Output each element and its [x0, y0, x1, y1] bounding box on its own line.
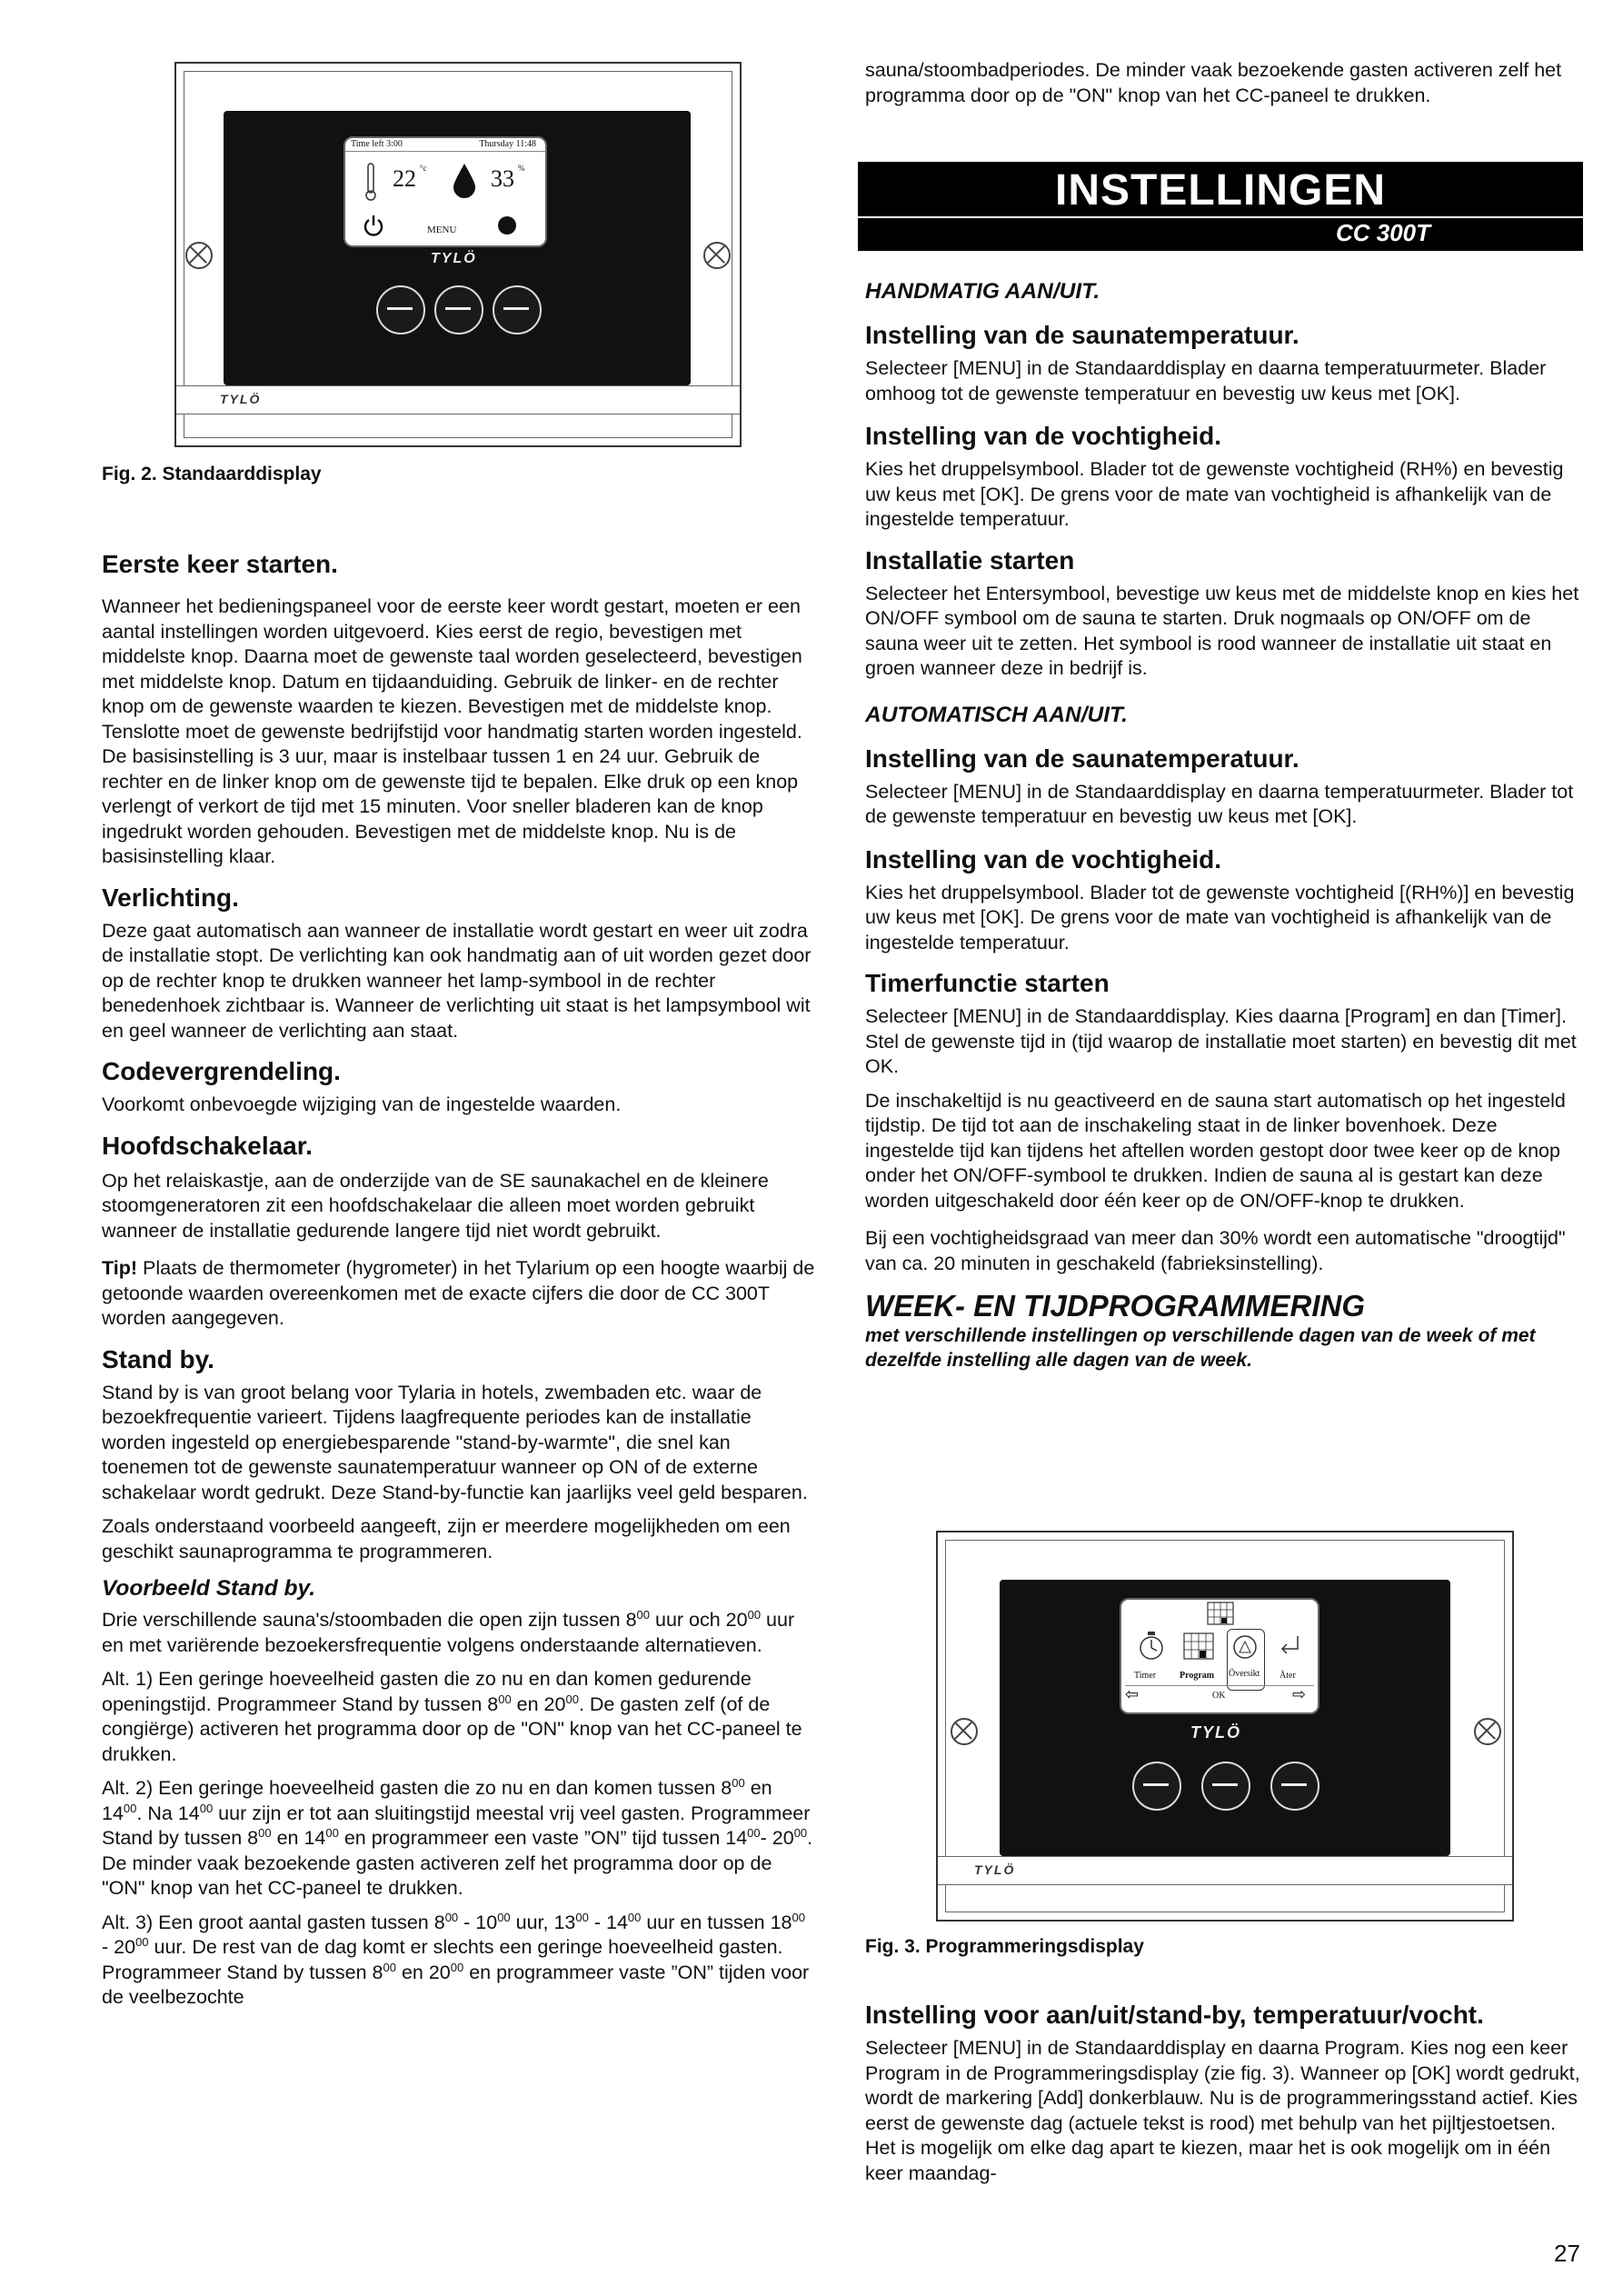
text-h-temp: Selecteer [MENU] in de Standaarddisplay en daarna temperatuurmeter. Blader omhoog tot de gewenste temperatuur en bevestig uw keus met [OK]. [865, 357, 1547, 404]
text-week-sub: met verschillende instellingen op verschillende dagen van de week of met dezelfde instelling alle dagen van de week. [865, 1325, 1536, 1371]
heading-installatie: Installatie starten [865, 545, 1075, 574]
text-intro: sauna/stoombadperiodes. De minder vaak bezoekende gasten activeren zelf het programma door op de "ON" knop van het CC-paneel te drukken. [865, 59, 1562, 106]
text-a-vocht: Kies het druppelsymbool. Blader tot de gewenste vochtigheid [(RH%)] en bevestig uw keus met [OK]. De grens voor de mate van vochtigheid is afhankelijk van de ingestelde temperatuur. [865, 881, 1575, 953]
heading-codevergrendeling: Codevergrendeling. [102, 1057, 341, 1085]
text-tip [102, 1256, 816, 1332]
heading-h-temp: Instelling van de saunatemperatuur. [865, 321, 1299, 349]
heading-prog: Instelling voor aan/uit/stand-by, temperatuur/vocht. [865, 2001, 1484, 2029]
middle-button [434, 285, 483, 334]
fig2-caption: Fig. 2. Standaarddisplay [102, 464, 322, 484]
text-timer-3: Bij een vochtigheidsgraad van meer dan 30% wordt een automatische "droogtijd" van ca. 20 minuten in geschakeld (fabrieksinstelling). [865, 1227, 1566, 1274]
heading-stand-by: Stand by. [102, 1344, 214, 1373]
lcd-menu: MENU [427, 225, 457, 235]
screw-right-icon [703, 242, 731, 269]
lcd-humidity-unit: % [518, 164, 525, 173]
figure-programmeringsdisplay [936, 1531, 1514, 1922]
section-title: INSTELLINGEN [1054, 166, 1386, 215]
text-codevergrendeling: Voorkomt onbevoegde wijziging van de ingestelde waarden. [102, 1093, 622, 1115]
heading-week: WEEK- EN TIJDPROGRAMMERING [865, 1289, 1366, 1323]
magnifier-icon [1230, 1632, 1260, 1662]
text-verlichting: Deze gaat automatisch aan wanneer de installatie wordt gestart en weer uit zodra de installatie stopt. De verlichting kan ook handmatig aan of uit worden gezet door op de rechter knop te drukken wanneer het lamp-symbool in de rechter benedenhoek zichtbaar is. Wanneer de verlichting uit staat is het lampsymbool wit en geel wanneer de verlichting aan staat. [102, 919, 812, 1042]
lcd-temp-unit: °c [420, 164, 427, 173]
screw-right-icon [1474, 1718, 1501, 1745]
text-drie: Drie verschillende sauna's/stoombaden die open zijn tussen $8^{00}$ uur och $20^{00}$ uur en met variërende bezoekersfrequentie volgens onderstaande alternatieven. [102, 1607, 795, 1656]
heading-automatisch: AUTOMATISCH AAN/UIT. [865, 702, 1128, 727]
page-number: 27 [1554, 2240, 1580, 2267]
menu-timer: Timer [1134, 1671, 1157, 1681]
device-screen [224, 111, 691, 385]
lcd-program-display [1120, 1598, 1319, 1714]
lcd-divider [1125, 1685, 1314, 1686]
band-divider [858, 216, 1583, 218]
right-column-body [865, 278, 1583, 1373]
lcd-temp: 22 [393, 165, 416, 192]
text-stand-by: Stand by is van groot belang voor Tylaria in hotels, zwembaden etc. waar de bezoekfrequentie varieert. Tijdens laagfrequente periodes kan de installatie worden ingesteld op energiebesparende "stand-by-warmte", die snel kan toenemen tot de gewenste saunatemperatuur wanneer op ON of de externe schakelaar wordt gedrukt. Deze Stand-by-functie kan jaarlijks veel geld besparen. [102, 1381, 808, 1503]
device-brand: TYLÖ [431, 251, 477, 266]
lamp-icon [498, 216, 516, 235]
section-title-band [858, 162, 1583, 251]
thermometer-icon [363, 162, 378, 202]
text-h-vocht: Kies het druppelsymbool. Blader tot de gewenste vochtigheid (RH%) en bevestig uw keus met [OK]. De grens voor de mate van vochtigheid is afhankelijk van de ingestelde temperatuur. [865, 458, 1564, 530]
text-eerste-keer: Wanneer het bedieningspaneel voor de eerste keer wordt gestart, moeten er een aantal instellingen worden uitgevoerd. Kies eerst de regio, bevestigen met middelste knop. Daarna moet de gewenste taal worden geselecteerd, bevestigen met middelste knop. Datum en tijdaanduiding. Gebruik de linker- en de rechter knop om de gewenste waarden te kiezen. Bevestigen met de middelste knop. Tenslotte moet de gewenste bedrijfstijd voor handmatig starten worden ingesteld. De basisinstelling is 3 uur, maar is instelbaar tussen 1 en 24 uur. Gebruik de rechter en de linker knop om de gewenste tijd te bepalen. Elke druk op een knop verlengt of verkort de tijd met 15 minuten. Voor sneller bladeren kan de knop ingedrukt worden gehouden. Bevestigen met de middelste knop. Nu is de basisinstelling klaar. [102, 595, 802, 867]
heading-voorbeeld: Voorbeeld Stand by. [102, 1576, 316, 1601]
section-subtitle: CC 300T [1335, 219, 1430, 246]
fig3-caption: Fig. 3. Programmeringsdisplay [865, 1936, 1144, 1957]
left-button [1132, 1762, 1181, 1811]
screw-left-icon [185, 242, 213, 269]
lcd-time-left: Time left 3:00 [351, 139, 403, 149]
drop-icon [451, 162, 478, 198]
lcd-humidity: 33 [491, 165, 514, 192]
lcd-display [344, 136, 547, 247]
strip-brand: TYLÖ [974, 1862, 1016, 1877]
strip-brand: TYLÖ [220, 392, 262, 406]
device-strip [176, 385, 740, 414]
middle-button [1201, 1762, 1250, 1811]
heading-verlichting: Verlichting. [102, 883, 239, 912]
menu-oversikt: Översikt [1229, 1669, 1260, 1679]
lcd-day: Thursday 11:48 [479, 139, 536, 149]
tip-text: Plaats de thermometer (hygrometer) in het Tylarium op een hoogte waarbij de getoonde waarden overeenkomen met de exacte cijfers die door de CC 300T worden aangegeven. [102, 1257, 815, 1329]
text-zoals: Zoals onderstaand voorbeeld aangeeft, zijn er meerdere mogelijkheden om een geschikt saunaprogramma te programmeren. [102, 1515, 791, 1562]
arrow-right-icon: ⇨ [1292, 1685, 1307, 1703]
device-strip [938, 1856, 1512, 1885]
calendar-icon [1207, 1602, 1234, 1625]
heading-handmatig: HANDMATIG AAN/UIT. [865, 279, 1100, 304]
right-column-bottom [865, 1936, 1583, 2186]
text-alt3: Alt. 3) Een groot aantal gasten tussen $8^{00} - 10^{00}$ uur, $13^{00} - 14^{00}$ uur en tussen $18^{00} - 20^{00}$ uur. De rest van de dag komt er slechts een geringe hoeveelheid gasten. Programmeer Stand by tussen $8^{00}$ en $20^{00}$ en programmeer vaste ”ON” tijden voor de veelbezochte [102, 1910, 810, 2008]
text-installatie: Selecteer het Entersymbool, bevestige uw keus met de middelste knop en kies het ON/OFF symbool om de sauna te starten. Druk nogmaals op ON/OFF om de sauna weer uit te zetten. Het symbool is rood wanneer de installatie uit staat en groen wanneer deze in bedrijf is. [865, 582, 1579, 679]
figure-standaarddisplay [174, 62, 742, 447]
text-timer-2: De inschakeltijd is nu geactiveerd en de sauna start automatisch op het ingesteld tijdstip. De tijd tot aan de inschakeling staat in de linker bovenhoek. Deze ingestelde tijd kan tijdens het aftellen worden gestopt door twee keer op de knop onder het ON/OFF-symbool te drukken. Indien de sauna al is gestart kan deze worden uitgeschakeld door één keer op de ON/OFF-knop te drukken. [865, 1089, 1566, 1212]
device-screen [1000, 1580, 1450, 1856]
power-icon [362, 215, 385, 238]
timer-icon [1138, 1631, 1165, 1662]
right-button [1270, 1762, 1319, 1811]
text-timer-1: Selecteer [MENU] in de Standaarddisplay. Kies daarna [Program] en dan [Timer]. Stel de gewenste tijd in (tijd waarop de installatie moet starten) en bevestig dit met OK. [865, 1005, 1577, 1077]
screw-left-icon [951, 1718, 978, 1745]
device-brand: TYLÖ [1190, 1723, 1241, 1742]
program-icon [1183, 1632, 1214, 1660]
text-hoofdschakelaar: Op het relaiskastje, aan de onderzijde van de SE saunakachel en de kleinere stoomgeneratoren zit een hoofdschakelaar die alleen moet worden gebruikt wanneer de installatie gedurende langere tijd niet wordt gebruikt. [102, 1169, 769, 1242]
left-button [376, 285, 425, 334]
text-a-temp: Selecteer [MENU] in de Standaarddisplay en daarna temperatuurmeter. Blader tot de gewenste temperatuur en bevestig uw keus met [OK]. [865, 780, 1574, 827]
heading-timer: Timerfunctie starten [865, 969, 1110, 997]
text-alt2: Alt. 2) Een geringe hoeveelheid gasten die zo nu en dan komen tussen $8^{00}$ en $14^{00}$. Na $14^{00}$ uur zijn er tot aan sluitingstijd meestal vrij veel gasten. Programmeer Stand by tussen $8^{00}$ en $14^{00}$ en programmeer een vaste ”ON” tijd tussen $14^{00}-$ $20^{00}$. De minder vaak bezoekende gasten activeren zelf het programma door op de "ON" knop van het CC-paneel te drukken. [102, 1775, 813, 1899]
right-button [493, 285, 542, 334]
heading-eerste-keer: Eerste keer starten. [102, 550, 338, 578]
heading-hoofdschakelaar: Hoofdschakelaar. [102, 1131, 313, 1160]
text-alt1: Alt. 1) Een geringe hoeveelheid gasten die zo nu en dan komen gedurende openingstijd. Programmeer Stand by tussen $8^{00}$ en $20^{00}$. De gasten zelf (of de congiërge) activeren het programma door op de "ON" knop van het CC-paneel te drukken. [102, 1668, 802, 1765]
back-icon [1276, 1632, 1301, 1658]
arrow-left-icon: ⇦ [1125, 1685, 1140, 1703]
heading-h-vocht: Instelling van de vochtigheid. [865, 422, 1222, 450]
text-prog: Selecteer [MENU] in de Standaarddisplay en daarna Program. Kies nog een keer Program in de Programmeringsdisplay (zie fig. 3). Wanneer op [OK] wordt gedrukt, wordt de markering [Add] donkerblauw. Nu is de programmeringsstand actief. Kies eerst de gewenste dag (actuele tekst is rood) met behulp van het pijltjestoetsen. Het is mogelijk om elke dag apart te kiezen, maar het is ook mogelijk om in één keer maandag- [865, 2037, 1580, 2184]
heading-a-temp: Instelling van de saunatemperatuur. [865, 744, 1299, 773]
menu-ater: Åter [1279, 1671, 1296, 1681]
heading-a-vocht: Instelling van de vochtigheid. [865, 844, 1222, 873]
tip-label: Tip! [102, 1257, 138, 1279]
lcd-ok: OK [1212, 1691, 1226, 1701]
menu-program: Program [1180, 1671, 1215, 1681]
